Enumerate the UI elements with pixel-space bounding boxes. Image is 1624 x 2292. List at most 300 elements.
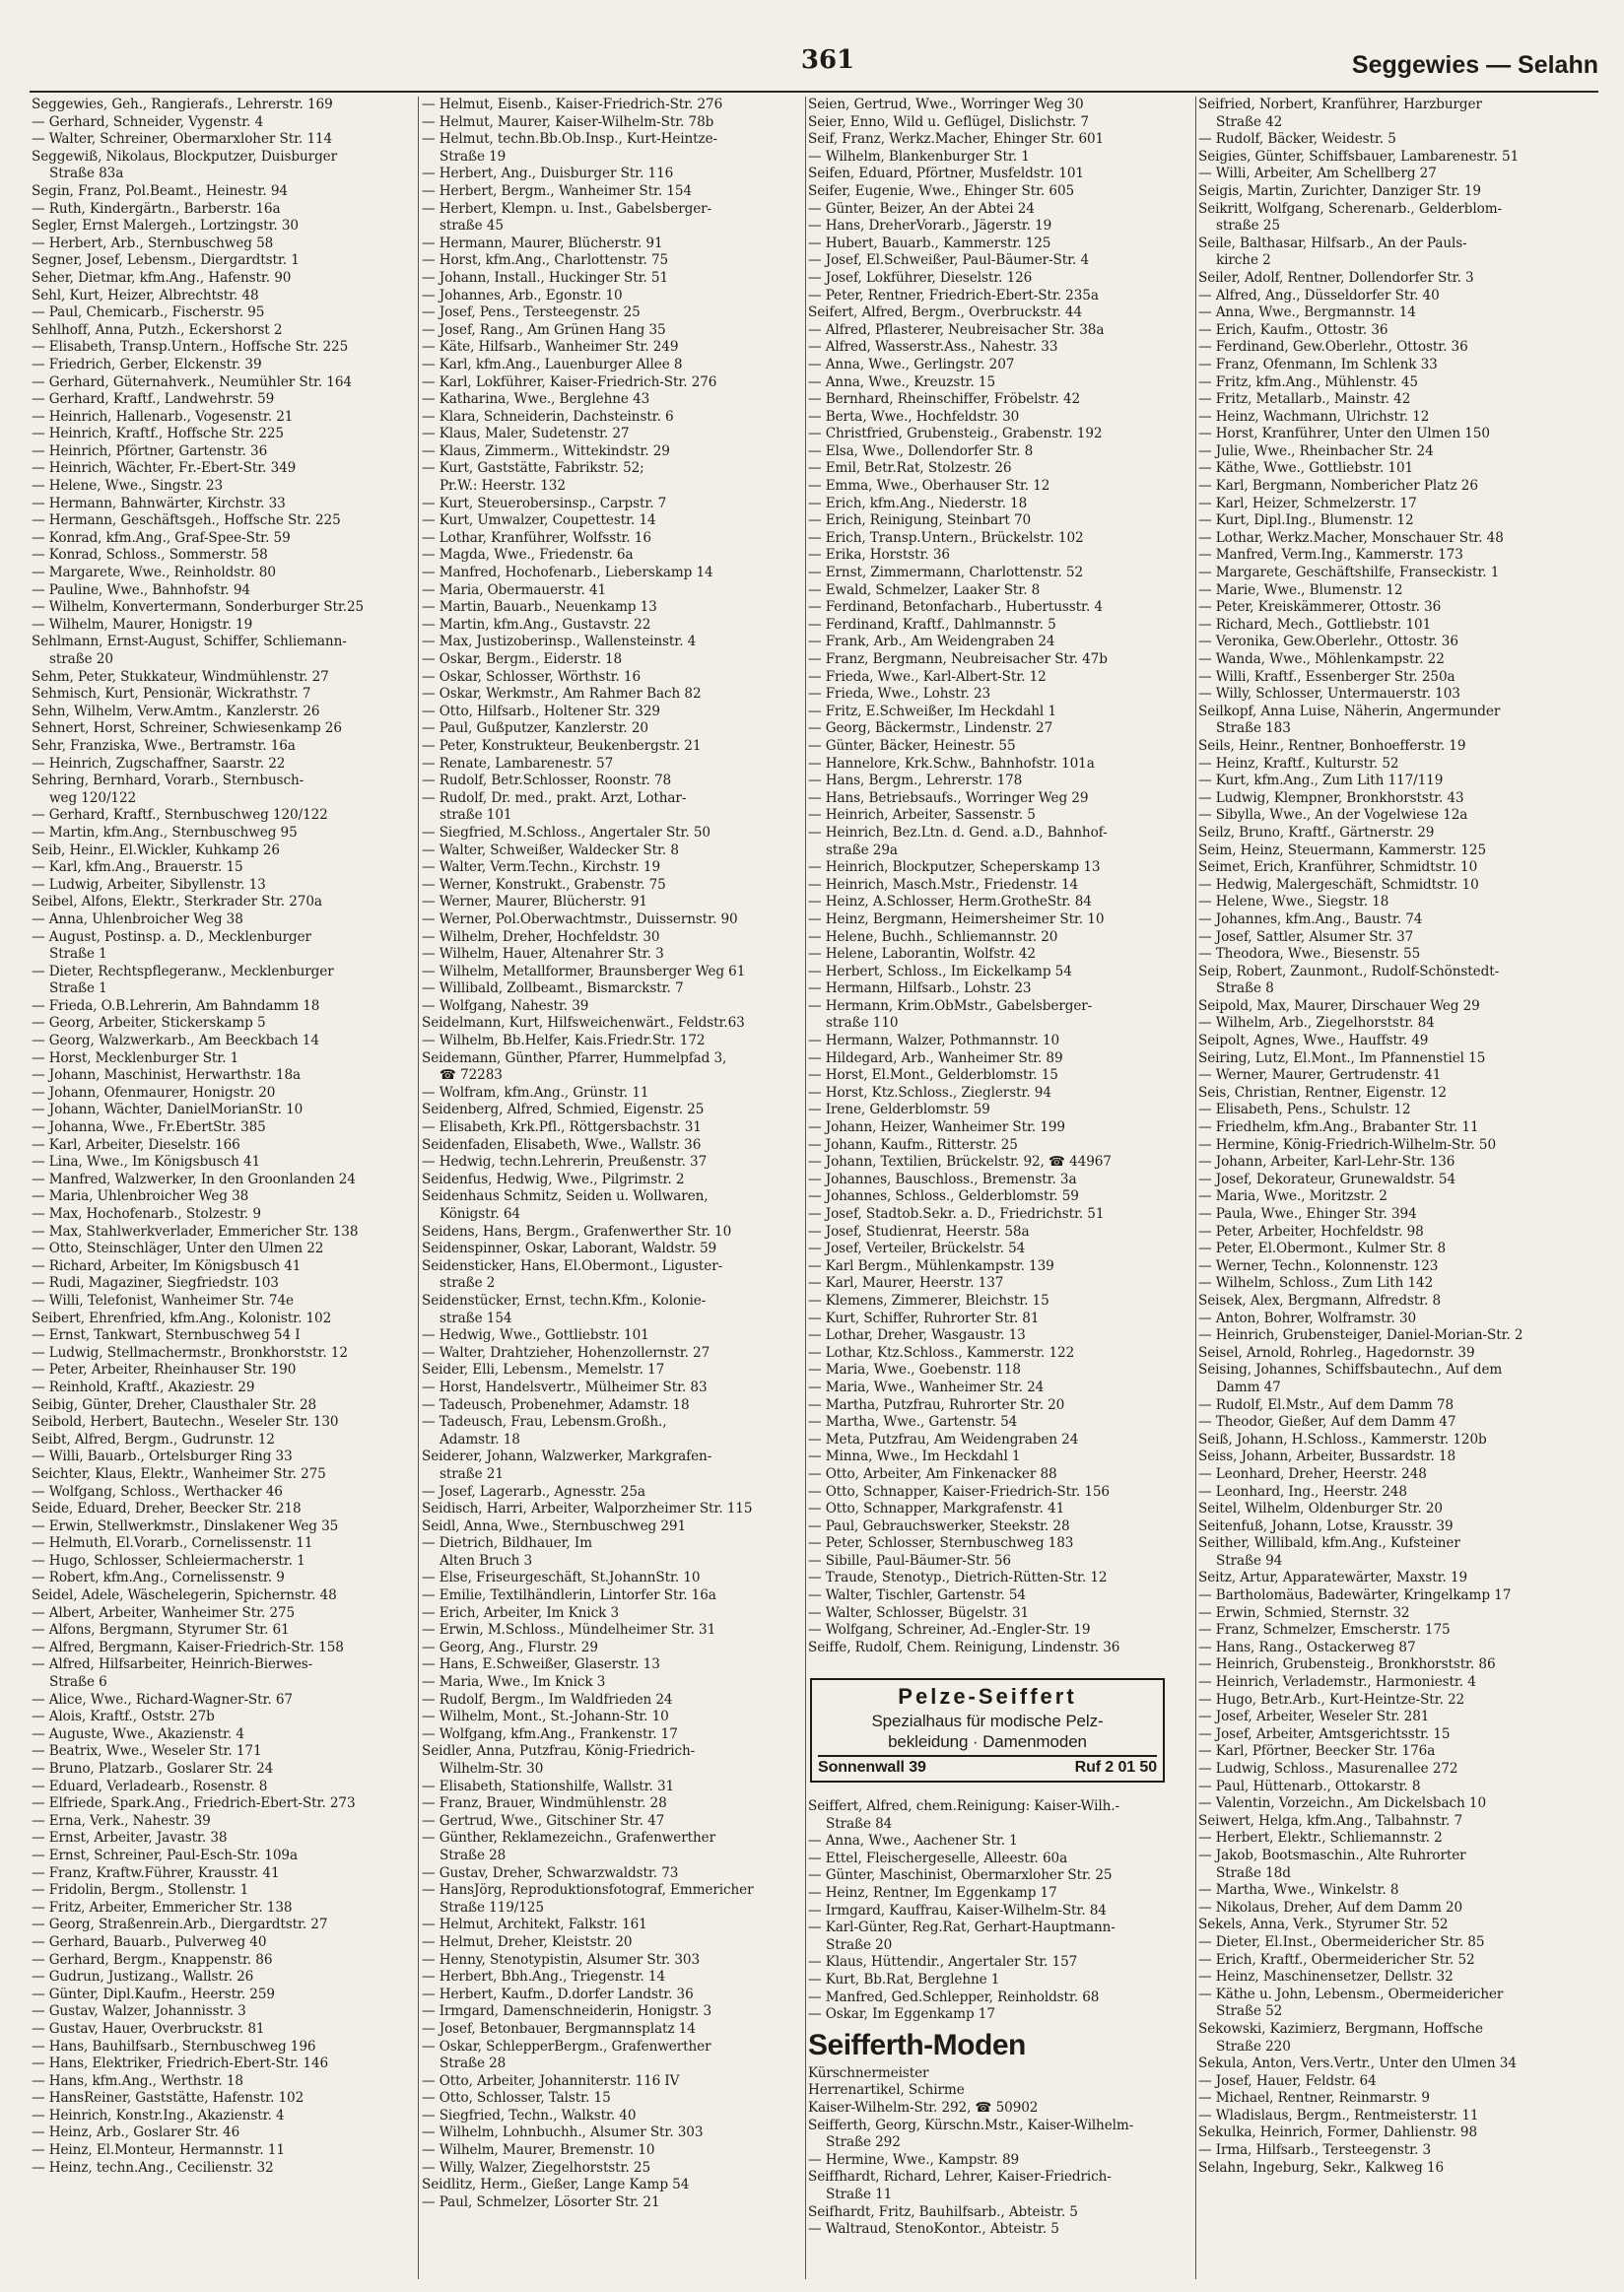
directory-entry: — Oskar, Werkmstr., Am Rahmer Bach 82: [422, 686, 702, 703]
directory-entry: — Friedrich, Gerber, Elckenstr. 39: [32, 356, 262, 372]
directory-entry: — Kurt, Gaststätte, Fabrikstr. 52;: [422, 460, 644, 477]
directory-entry: Seikritt, Wolfgang, Scherenarb., Gelderblom-: [1198, 200, 1502, 217]
directory-entry: — Reinhold, Kraftf., Akaziestr. 29: [32, 1379, 255, 1395]
directory-entry: — Georg, Ang., Flurstr. 29: [422, 1639, 598, 1655]
page-number: 361: [800, 45, 855, 75]
directory-entry: Seiwert, Helga, kfm.Ang., Talbahnstr. 7: [1198, 1812, 1463, 1829]
directory-entry: — Gerhard, Güternahverk., Neumühler Str. 164: [32, 373, 352, 390]
directory-entry: Seier, Enno, Wild u. Geflügel, Dislichstr. 7: [808, 113, 1089, 130]
directory-entry: — Hubert, Bauarb., Kammerstr. 125: [808, 235, 1051, 251]
directory-entry-continuation: kirche 2: [1216, 252, 1271, 269]
directory-entry: Seif, Franz, Werkz.Macher, Ehinger Str. 601: [808, 131, 1105, 148]
directory-entry: — Werner, Techn., Kolonnenstr. 123: [1198, 1257, 1439, 1274]
directory-entry: — Lothar, Ktz.Schloss., Kammerstr. 122: [808, 1344, 1075, 1361]
directory-entry: — Josef, Stadtob.Sekr. a. D., Friedrichstr. 51: [808, 1206, 1105, 1222]
directory-entry: — Wilhelm, Lohnbuchh., Alsumer Str. 303: [422, 2124, 704, 2141]
directory-entry: — Josef, Dekorateur, Grunewaldstr. 54: [1198, 1171, 1456, 1187]
directory-entry: Seidelmann, Kurt, Hilfsweichenwärt., Feldstr.63: [422, 1015, 745, 1032]
directory-entry: — Horst, El.Mont., Gelderblomstr. 15: [808, 1067, 1058, 1084]
directory-entry: — Käthe, Wwe., Gottliebstr. 101: [1198, 460, 1414, 477]
directory-entry: — Tadeusch, Frau, Lebensm.Großh.,: [422, 1414, 667, 1431]
directory-entry: — Willi, Telefonist, Wanheimer Str. 74e: [32, 1292, 294, 1309]
directory-entry: — Johann, Maschinist, Herwarthstr. 18a: [32, 1067, 301, 1084]
directory-entry: — Walter, Schreiner, Obermarxloher Str. 114: [32, 131, 333, 148]
directory-entry: — Theodor, Gießer, Auf dem Damm 47: [1198, 1414, 1456, 1431]
directory-entry: — Rudolf, Dr. med., prakt. Arzt, Lothar-: [422, 789, 687, 806]
directory-entry: — Elisabeth, Pens., Schulstr. 12: [1198, 1102, 1411, 1118]
directory-entry: — Willi, Arbeiter, Am Schellberg 27: [1198, 166, 1437, 182]
directory-entry: — Ewald, Schmelzer, Laaker Str. 8: [808, 581, 1041, 598]
directory-entry: — Auguste, Wwe., Akazienstr. 4: [32, 1725, 244, 1742]
directory-entry: — Kurt, Umwalzer, Coupettestr. 14: [422, 512, 656, 529]
directory-entry: — Helmut, Dreher, Kleiststr. 20: [422, 1933, 633, 1950]
ad-phone: Ruf 2 01 50: [1074, 1759, 1157, 1777]
directory-entry: — Fritz, kfm.Ang., Mühlenstr. 45: [1198, 373, 1418, 390]
directory-entry: — Helene, Laborantin, Wolfstr. 42: [808, 946, 1036, 963]
directory-column-2: [422, 97, 804, 2284]
directory-entry: — Karl, Lokführer, Kaiser-Friedrich-Str. 276: [422, 373, 717, 390]
directory-entry: — Dieter, Rechtspflegeranw., Mecklenburger: [32, 963, 334, 979]
directory-entry: Seiring, Lutz, El.Mont., Im Pfannenstiel 15: [1198, 1049, 1486, 1066]
directory-entry: — Alice, Wwe., Richard-Wagner-Str. 67: [32, 1691, 293, 1708]
directory-entry: — Erich, Reinigung, Steinbart 70: [808, 512, 1032, 529]
directory-entry: — Ernst, Tankwart, Sternbuschweg 54 I: [32, 1327, 301, 1344]
directory-entry: — Anna, Uhlenbroicher Weg 38: [32, 910, 243, 927]
directory-entry: — Waltraud, StenoKontor., Abteistr. 5: [808, 2221, 1059, 2238]
directory-entry: — Günter, Maschinist, Obermarxloher Str. 25: [808, 1867, 1113, 1884]
directory-entry-continuation: Straße 6: [49, 1674, 107, 1691]
ad-title: Pelze-Seiffert: [898, 1684, 1077, 1710]
directory-entry: — Günter, Dipl.Kaufm., Heerstr. 259: [32, 1986, 275, 2002]
directory-entry: Seifert, Alfred, Bergm., Overbruckstr. 44: [808, 304, 1083, 321]
directory-entry: — Eduard, Verladearb., Rosenstr. 8: [32, 1778, 268, 1794]
directory-entry: — Manfred, Hochofenarb., Lieberskamp 14: [422, 565, 713, 581]
directory-entry: — Heinrich, Zugschaffner, Saarstr. 22: [32, 755, 286, 772]
directory-entry-continuation: Alten Bruch 3: [440, 1552, 533, 1569]
directory-entry: — Max, Justizoberinsp., Wallensteinstr. 4: [422, 634, 697, 650]
directory-entry: — Alfred, Pflasterer, Neubreisacher Str. 38a: [808, 321, 1105, 338]
directory-entry: — Heinz, Wachmann, Ulrichstr. 12: [1198, 408, 1430, 425]
directory-entry-continuation: Straße 20: [826, 1936, 893, 1953]
directory-entry: — Erwin, M.Schloss., Mündelheimer Str. 31: [422, 1622, 716, 1639]
directory-entry: — Hugo, Betr.Arb., Kurt-Heintze-Str. 22: [1198, 1691, 1465, 1708]
directory-entry: — Martha, Putzfrau, Ruhrorter Str. 20: [808, 1396, 1065, 1413]
directory-entry: — Peter, Konstrukteur, Beukenbergstr. 21: [422, 737, 702, 754]
directory-entry: — Heinrich, Pförtner, Gartenstr. 36: [32, 442, 268, 459]
directory-entry: — Fridolin, Bergm., Stollenstr. 1: [32, 1882, 249, 1899]
directory-entry: — Heinrich, Masch.Mstr., Friedenstr. 14: [808, 876, 1079, 893]
directory-entry: Sekowski, Kazimierz, Bergmann, Hoffsche: [1198, 2020, 1483, 2037]
directory-entry: — Heinz, El.Monteur, Hermannstr. 11: [32, 2142, 285, 2159]
directory-entry: — Ettel, Fleischergeselle, Alleestr. 60a: [808, 1850, 1068, 1866]
directory-entry: — Rudi, Magaziner, Siegfriedstr. 103: [32, 1275, 279, 1292]
directory-entry: Seiffhardt, Richard, Lehrer, Kaiser-Friedrich-: [808, 2169, 1112, 2186]
directory-entry: Seip, Robert, Zaunmont., Rudolf-Schönstedt-: [1198, 963, 1500, 979]
directory-entry: — Johann, Ofenmaurer, Honigstr. 20: [32, 1084, 276, 1101]
directory-entry: — Maria, Obermauerstr. 41: [422, 581, 607, 598]
directory-entry: — Lina, Wwe., Im Königsbusch 41: [32, 1154, 261, 1171]
directory-entry: — Renate, Lambarenestr. 57: [422, 755, 614, 772]
directory-entry: — Anna, Wwe., Gerlingstr. 207: [808, 356, 1015, 372]
directory-entry: Seimet, Erich, Kranführer, Schmidtstr. 10: [1198, 859, 1478, 876]
directory-entry-continuation: Straße 220: [1216, 2038, 1291, 2055]
directory-entry: — Walter, Drahtzieher, Hohenzollernstr. 27: [422, 1344, 710, 1361]
directory-entry: — Walter, Tischler, Gartenstr. 54: [808, 1587, 1026, 1604]
directory-entry: — Bernhard, Rheinschiffer, Fröbelstr. 42: [808, 391, 1081, 408]
directory-entry: — Herbert, Bbh.Ang., Triegenstr. 14: [422, 1969, 666, 1986]
directory-entry: — Erika, Horststr. 36: [808, 547, 950, 564]
directory-entry-continuation: Straße 119/125: [440, 1899, 544, 1916]
directory-entry: — Josef, Pens., Tersteegenstr. 25: [422, 304, 641, 321]
directory-entry: — Herbert, Arb., Sternbuschweg 58: [32, 235, 274, 251]
directory-entry: — Leonhard, Dreher, Heerstr. 248: [1198, 1465, 1427, 1482]
directory-entry-continuation: Straße 183: [1216, 720, 1291, 737]
directory-entry: — Willy, Schlosser, Untermauerstr. 103: [1198, 686, 1460, 703]
directory-entry: — Oskar, Schlosser, Wörthstr. 16: [422, 668, 642, 685]
directory-entry: — Wolfgang, Nahestr. 39: [422, 997, 589, 1014]
directory-entry: Seggewies, Geh., Rangierafs., Lehrerstr. 169: [32, 97, 333, 112]
directory-entry: Seidl, Anna, Wwe., Sternbuschweg 291: [422, 1517, 687, 1534]
directory-entry: — Wilhelm, Schloss., Zum Lith 142: [1198, 1275, 1434, 1292]
directory-entry: — Martin, kfm.Ang., Sternbuschweg 95: [32, 824, 298, 841]
directory-entry: — Herbert, Klempn. u. Inst., Gabelsberger-: [422, 200, 712, 217]
column-3-bottom-entries: [808, 2065, 1194, 2239]
directory-entry: — Erwin, Stellwerkmstr., Dinslakener Weg 35: [32, 1517, 339, 1534]
directory-entry: — Karl, kfm.Ang., Lauenburger Allee 8: [422, 356, 683, 372]
directory-entry: Seither, Willibald, kfm.Ang., Kufsteiner: [1198, 1535, 1460, 1552]
directory-entry: — Hans, Bergm., Lehrerstr. 178: [808, 773, 1023, 789]
directory-entry: Seidenfus, Hedwig, Wwe., Pilgrimstr. 2: [422, 1171, 685, 1187]
directory-entry: — Martin, kfm.Ang., Gustavstr. 22: [422, 616, 651, 633]
directory-entry: — Ferdinand, Kraftf., Dahlmannstr. 5: [808, 616, 1056, 633]
directory-entry: — Otto, Arbeiter, Johanniterstr. 116 IV: [422, 2072, 680, 2089]
directory-entry: — Josef, Hauer, Feldstr. 64: [1198, 2072, 1377, 2089]
directory-entry: — Walter, Schlosser, Bügelstr. 31: [808, 1604, 1030, 1621]
directory-entry: — Herbert, Elektr., Schliemannstr. 2: [1198, 1830, 1443, 1847]
directory-entry: Seibel, Alfons, Elektr., Sterkrader Str. 270a: [32, 894, 322, 910]
directory-entry: — Gustav, Dreher, Schwarzwaldstr. 73: [422, 1864, 679, 1881]
directory-entry: Seitenfuß, Johann, Lotse, Krausstr. 39: [1198, 1517, 1454, 1534]
directory-column-1: [32, 97, 418, 2284]
directory-entry: — Hans, kfm.Ang., Werthstr. 18: [32, 2072, 243, 2089]
directory-entry: — Rudolf, Bäcker, Weidestr. 5: [1198, 131, 1396, 148]
directory-entry: Seiffe, Rudolf, Chem. Reinigung, Lindenstr. 36: [808, 1639, 1120, 1655]
directory-entry: — Elisabeth, Transp.Untern., Hoffsche Str. 225: [32, 339, 349, 356]
directory-entry: Seidemann, Günther, Pfarrer, Hummelpfad 3,: [422, 1049, 727, 1066]
directory-entry: — Fritz, Metallarb., Mainstr. 42: [1198, 391, 1411, 408]
column-divider: [1195, 97, 1196, 2279]
directory-entry: — Sibylla, Wwe., An der Vogelwiese 12a: [1198, 807, 1468, 824]
directory-entry: — Erich, Kraftf., Obermeidericher Str. 52: [1198, 1951, 1475, 1968]
directory-entry: — Otto, Schnapper, Kaiser-Friedrich-Str. 156: [808, 1483, 1110, 1500]
directory-entry: — Gerhard, Kraftf., Landwehrstr. 59: [32, 391, 275, 408]
directory-entry: — Kurt, Steuerobersinsp., Carpstr. 7: [422, 495, 667, 511]
directory-entry: — Oskar, Bergm., Eiderstr. 18: [422, 651, 623, 667]
directory-entry: — Ernst, Schreiner, Paul-Esch-Str. 109a: [32, 1847, 298, 1863]
directory-entry: — Horst, Kranführer, Unter den Ulmen 150: [1198, 426, 1490, 442]
directory-entry: — Hedwig, techn.Lehrerin, Preußenstr. 37: [422, 1154, 708, 1171]
directory-entry: — Herbert, Ang., Duisburger Str. 116: [422, 166, 674, 182]
directory-entry: — Alfred, Bergmann, Kaiser-Friedrich-Str. 158: [32, 1639, 344, 1655]
directory-entry: — Franz, Brauer, Windmühlenstr. 28: [422, 1795, 667, 1812]
directory-entry: — Erich, Arbeiter, Im Knick 3: [422, 1604, 620, 1621]
directory-entry: — Gertrud, Wwe., Gitschiner Str. 47: [422, 1812, 665, 1829]
directory-entry: — Ludwig, Schloss., Masurenallee 272: [1198, 1761, 1458, 1777]
directory-entry: — Sibille, Paul-Bäumer-Str. 56: [808, 1552, 1011, 1569]
directory-entry: — Peter, Arbeiter, Hochfeldstr. 98: [1198, 1223, 1424, 1240]
directory-entry: — Gerhard, Kraftf., Sternbuschweg 120/122: [32, 807, 328, 824]
directory-entry: — Hans, DreherVorarb., Jägerstr. 19: [808, 218, 1052, 235]
directory-entry: Seiderer, Johann, Walzwerker, Markgrafen-: [422, 1449, 712, 1465]
directory-entry: — Klaus, Zimmerm., Wittekindstr. 29: [422, 442, 670, 459]
directory-entry-continuation: Straße 18d: [1216, 1864, 1291, 1881]
directory-entry: — Peter, Kreiskämmerer, Ottostr. 36: [1198, 599, 1442, 616]
directory-entry: — Hermann, Walzer, Pothmannstr. 10: [808, 1033, 1060, 1049]
directory-entry: — Emil, Betr.Rat, Stolzestr. 26: [808, 460, 1012, 477]
directory-entry: — Hans, E.Schweißer, Glaserstr. 13: [422, 1656, 660, 1673]
directory-entry: — Johannes, kfm.Ang., Baustr. 74: [1198, 910, 1423, 927]
directory-entry: — Anna, Wwe., Kreuzstr. 15: [808, 373, 996, 390]
directory-entry: — Heinrich, Kraftf., Hoffsche Str. 225: [32, 426, 284, 442]
directory-entry: — Richard, Mech., Gottliebstr. 101: [1198, 616, 1432, 633]
directory-entry: — Josef, Studienrat, Heerstr. 58a: [808, 1223, 1030, 1240]
directory-entry: Seifried, Norbert, Kranführer, Harzburger: [1198, 97, 1482, 112]
directory-entry: Seide, Eduard, Dreher, Beecker Str. 218: [32, 1501, 302, 1517]
directory-entry: — Margarete, Wwe., Reinholdstr. 80: [32, 565, 276, 581]
directory-entry: — Irma, Hilfsarb., Tersteegenstr. 3: [1198, 2142, 1432, 2159]
directory-entry: — Heinrich, Blockputzer, Scheperskamp 13: [808, 859, 1101, 876]
directory-entry: — Horst, Handelsvertr., Mülheimer Str. 83: [422, 1379, 708, 1395]
directory-entry: — Günter, Bäcker, Heinestr. 55: [808, 737, 1016, 754]
directory-entry: — Helene, Buchh., Schliemannstr. 20: [808, 928, 1058, 945]
directory-entry: — Ferdinand, Betonfacharb., Hubertusstr. 4: [808, 599, 1103, 616]
directory-entry: — Heinrich, Wächter, Fr.-Ebert-Str. 349: [32, 460, 297, 477]
ad-line: Spezialhaus für modische Pelz-: [871, 1712, 1104, 1731]
directory-entry: — Werner, Konstrukt., Grabenstr. 75: [422, 876, 666, 893]
directory-entry: — Wolfgang, kfm.Ang., Frankenstr. 17: [422, 1725, 678, 1742]
directory-entry: — Johann, Wächter, DanielMorianStr. 10: [32, 1102, 304, 1118]
directory-entry: — Margarete, Geschäftshilfe, Franseckistr. 1: [1198, 565, 1500, 581]
directory-entry: — HansJörg, Reproduktionsfotograf, Emmericher: [422, 1882, 754, 1899]
directory-entry: Seidensticker, Hans, El.Obermont., Liguster-: [422, 1257, 723, 1274]
directory-entry: Seien, Gertrud, Wwe., Worringer Weg 30: [808, 97, 1084, 112]
directory-entry: — Erich, Transp.Untern., Brückelstr. 102: [808, 529, 1084, 546]
directory-entry: — Johann, Install., Huckinger Str. 51: [422, 269, 669, 286]
directory-entry: — Heinz, Arb., Goslarer Str. 46: [32, 2124, 240, 2141]
directory-entry: Seiß, Johann, H.Schloss., Kammerstr. 120b: [1198, 1431, 1487, 1448]
directory-entry: Seim, Heinz, Steuermann, Kammerstr. 125: [1198, 842, 1487, 858]
directory-entry-continuation: Pr.W.: Heerstr. 132: [440, 478, 566, 495]
directory-entry-continuation: straße 20: [49, 651, 113, 667]
directory-entry: Seib, Heinr., El.Wickler, Kuhkamp 26: [32, 842, 280, 858]
directory-entry: — Bartholomäus, Badewärter, Kringelkamp 17: [1198, 1587, 1512, 1604]
directory-entry: — Wilhelm, Mont., St.-Johann-Str. 10: [422, 1709, 669, 1725]
directory-entry-continuation: straße 45: [440, 218, 504, 235]
directory-entry: Seidel, Adele, Wäschelegerin, Spichernstr. 48: [32, 1587, 337, 1604]
directory-entry-continuation: Adamstr. 18: [440, 1431, 520, 1448]
directory-entry: — Georg, Straßenrein.Arb., Diergardtstr. 27: [32, 1917, 328, 1933]
directory-entry: — Kurt, kfm.Ang., Zum Lith 117/119: [1198, 773, 1444, 789]
directory-entry: Seilz, Bruno, Kraftf., Gärtnerstr. 29: [1198, 824, 1435, 841]
ad-line: bekleidung · Damenmoden: [888, 1732, 1087, 1752]
directory-entry: Kürschnermeister: [808, 2064, 929, 2081]
directory-entry: — Heinz, A.Schlosser, Herm.GrotheStr. 84: [808, 894, 1092, 910]
directory-entry: — Johannes, Arb., Egonstr. 10: [422, 287, 623, 303]
directory-entry-continuation: Straße 94: [1216, 1552, 1283, 1569]
directory-entry: — Gustav, Walzer, Johannisstr. 3: [32, 2003, 246, 2020]
directory-entry: — Johann, Textilien, Brückelstr. 92, ☎ 44967: [808, 1154, 1112, 1171]
directory-entry: — Karl, Maurer, Heerstr. 137: [808, 1275, 1004, 1292]
directory-entry: — Lothar, Dreher, Wasgaustr. 13: [808, 1327, 1026, 1344]
directory-entry: — Elsa, Wwe., Dollendorfer Str. 8: [808, 442, 1034, 459]
directory-entry: — Manfred, Walzwerker, In den Groonlanden 24: [32, 1171, 356, 1187]
directory-entry: — Hannelore, Krk.Schw., Bahnhofstr. 101a: [808, 755, 1095, 772]
directory-column-3: [808, 97, 1194, 2284]
directory-entry-continuation: Straße 8: [1216, 980, 1274, 997]
directory-entry: — Maria, Uhlenbroicher Weg 38: [32, 1188, 249, 1205]
directory-entry: — Otto, Schlosser, Talstr. 15: [422, 2090, 611, 2107]
directory-entry: — Wanda, Wwe., Möhlenkampstr. 22: [1198, 651, 1445, 667]
directory-entry: — Johann, Arbeiter, Karl-Lehr-Str. 136: [1198, 1154, 1455, 1171]
directory-entry: — Josef, Verteiler, Brückelstr. 54: [808, 1241, 1026, 1257]
directory-entry: — Willi, Bauarb., Ortelsburger Ring 33: [32, 1449, 293, 1465]
directory-entry: — Karl, kfm.Ang., Brauerstr. 15: [32, 859, 243, 876]
directory-entry: — Erna, Verk., Nahestr. 39: [32, 1812, 211, 1829]
directory-entry: — Traude, Stenotyp., Dietrich-Rütten-Str. 12: [808, 1570, 1108, 1586]
directory-entry: — Josef, Betonbauer, Bergmannsplatz 14: [422, 2020, 696, 2037]
directory-entry: — Klaus, Hüttendir., Angertaler Str. 157: [808, 1954, 1078, 1971]
directory-entry: — Lothar, Kranführer, Wolfsstr. 16: [422, 529, 651, 546]
directory-entry: Seifen, Eduard, Pförtner, Musfeldstr. 101: [808, 166, 1084, 182]
directory-entry: — Magda, Wwe., Friedenstr. 6a: [422, 547, 634, 564]
directory-entry: — Erich, kfm.Ang., Niederstr. 18: [808, 495, 1028, 511]
directory-entry: — Kurt, Bb.Rat, Berglehne 1: [808, 1971, 1000, 1988]
directory-entry-continuation: Straße 19: [440, 148, 507, 165]
seifferth-moden-ad: Seifferth-Moden: [808, 2028, 1026, 2061]
directory-entry: — Wilhelm, Hauer, Altenahrer Str. 3: [422, 946, 664, 963]
directory-entry: — Hedwig, Malergeschäft, Schmidtstr. 10: [1198, 876, 1479, 893]
directory-entry: Seifhardt, Fritz, Bauhilfsarb., Abteistr. 5: [808, 2203, 1078, 2220]
directory-entry: Seigis, Martin, Zurichter, Danziger Str. 19: [1198, 182, 1481, 199]
directory-entry: Seisel, Arnold, Rohrleg., Hagedornstr. 39: [1198, 1344, 1475, 1361]
directory-entry: — Hedwig, Wwe., Gottliebstr. 101: [422, 1327, 649, 1344]
directory-entry-continuation: Straße 292: [826, 2134, 901, 2151]
directory-entry: Sekula, Anton, Vers.Vertr., Unter den Ulmen 34: [1198, 2056, 1517, 2072]
directory-entry: — Karl Bergm., Mühlenkampstr. 139: [808, 1257, 1054, 1274]
directory-entry: — Max, Stahlwerkverlader, Emmericher Str. 138: [32, 1223, 359, 1240]
directory-entry: — Heinrich, Grubensteig., Bronkhorststr. 86: [1198, 1656, 1496, 1673]
directory-entry: — Erich, Kaufm., Ottostr. 36: [1198, 321, 1388, 338]
directory-entry: — Heinz, Kraftf., Kulturstr. 52: [1198, 755, 1399, 772]
directory-entry: — Anna, Wwe., Aachener Str. 1: [808, 1833, 1018, 1850]
directory-entry: — Robert, kfm.Ang., Cornelissenstr. 9: [32, 1570, 285, 1586]
directory-entry: — Pauline, Wwe., Bahnhofstr. 94: [32, 581, 250, 598]
directory-entry: — Günter, Beizer, An der Abtei 24: [808, 200, 1035, 217]
directory-entry: — Oskar, SchlepperBergm., Grafenwerther: [422, 2038, 711, 2055]
directory-entry: — Emilie, Textilhändlerin, Lintorfer Str. 16a: [422, 1587, 716, 1604]
directory-entry: — Heinrich, Konstr.Ing., Akazienstr. 4: [32, 2107, 285, 2123]
directory-entry: — Alois, Kraftf., Oststr. 27b: [32, 1709, 215, 1725]
directory-entry: — Erwin, Schmied, Sternstr. 32: [1198, 1604, 1410, 1621]
directory-entry: Seigies, Günter, Schiffsbauer, Lambarenestr. 51: [1198, 148, 1520, 165]
directory-entry: Sehring, Bernhard, Vorarb., Sternbusch-: [32, 773, 304, 789]
directory-entry: Seising, Johannes, Schiffsbautechn., Auf dem: [1198, 1362, 1503, 1379]
directory-entry: Seibig, Günter, Dreher, Clausthaler Str. 28: [32, 1396, 317, 1413]
directory-entry: — Elisabeth, Krk.Pfl., Röttgersbachstr. 31: [422, 1119, 702, 1136]
directory-entry: — Josef, Lokführer, Dieselstr. 126: [808, 269, 1033, 286]
directory-entry: — Peter, Rentner, Friedrich-Ebert-Str. 235a: [808, 287, 1099, 303]
directory-entry: — Wolfram, kfm.Ang., Grünstr. 11: [422, 1084, 649, 1101]
directory-entry: — Anton, Bohrer, Wolframstr. 30: [1198, 1310, 1417, 1326]
directory-entry: — Martha, Wwe., Winkelstr. 8: [1198, 1882, 1399, 1899]
directory-entry: — Otto, Steinschläger, Unter den Ulmen 22: [32, 1241, 324, 1257]
directory-entry-continuation: Straße 83a: [49, 166, 124, 182]
directory-entry-continuation: Straße 28: [440, 2056, 507, 2072]
directory-entry: — Johann, Kaufm., Ritterstr. 25: [808, 1136, 1018, 1153]
directory-entry: — Maria, Wwe., Im Knick 3: [422, 1674, 606, 1691]
directory-entry: — Helmut, techn.Bb.Ob.Insp., Kurt-Heintze-: [422, 131, 718, 148]
directory-entry: Sehlmann, Ernst-August, Schiffer, Schliemann-: [32, 634, 347, 650]
directory-entry: — Wilhelm, Konvertermann, Sonderburger Str.25: [32, 599, 365, 616]
directory-entry: — Käthe u. John, Lebensm., Obermeidericher: [1198, 1986, 1504, 2002]
directory-entry: — Josef, Arbeiter, Amtsgerichtsstr. 15: [1198, 1725, 1451, 1742]
directory-entry: — Ferdinand, Gew.Oberlehr., Ottostr. 36: [1198, 339, 1468, 356]
directory-entry: — Wolfgang, Schreiner, Ad.-Engler-Str. 19: [808, 1622, 1091, 1639]
directory-entry: — Elisabeth, Stationshilfe, Wallstr. 31: [422, 1778, 675, 1794]
directory-entry: Selahn, Ingeburg, Sekr., Kalkweg 16: [1198, 2159, 1445, 2176]
directory-entry: — Karl, Arbeiter, Dieselstr. 166: [32, 1136, 240, 1153]
header-rule: [30, 91, 1598, 93]
directory-entry: — Wilhelm, Maurer, Honigstr. 19: [32, 616, 253, 633]
directory-entry: — Hermann, Maurer, Blücherstr. 91: [422, 235, 663, 251]
directory-entry: — Peter, Arbeiter, Rheinhauser Str. 190: [32, 1362, 297, 1379]
directory-entry: — Georg, Arbeiter, Stickerskamp 5: [32, 1015, 266, 1032]
directory-entry: Seifferth, Georg, Kürschn.Mstr., Kaiser-Wilhelm-: [808, 2117, 1134, 2133]
directory-entry: — Franz, Bergmann, Neubreisacher Str. 47b: [808, 651, 1108, 667]
directory-entry: — Richard, Arbeiter, Im Königsbusch 41: [32, 1257, 302, 1274]
directory-entry: Seichter, Klaus, Elektr., Wanheimer Str. 275: [32, 1465, 326, 1482]
directory-entry: Seipold, Max, Maurer, Dirschauer Weg 29: [1198, 997, 1480, 1014]
directory-entry: — Georg, Walzwerkarb., Am Beeckbach 14: [32, 1033, 319, 1049]
directory-entry: — Klaus, Maler, Sudetenstr. 27: [422, 426, 630, 442]
directory-entry: Seitz, Artur, Apparatewärter, Maxstr. 19: [1198, 1570, 1468, 1586]
directory-entry: — Jakob, Bootsmaschin., Alte Ruhrorter: [1198, 1847, 1466, 1863]
directory-entry: — Christfried, Grubensteig., Grabenstr. 192: [808, 426, 1103, 442]
directory-entry: Seidlitz, Herm., Gießer, Lange Kamp 54: [422, 2177, 690, 2193]
directory-entry: Seilkopf, Anna Luise, Näherin, Angermunder: [1198, 703, 1501, 719]
directory-entry: — Josef, Arbeiter, Weseler Str. 281: [1198, 1709, 1430, 1725]
directory-entry: — Wilhelm, Blankenburger Str. 1: [808, 148, 1030, 165]
directory-entry: — Werner, Maurer, Gertrudenstr. 41: [1198, 1067, 1442, 1084]
directory-entry: — Wolfgang, Schloss., Werthacker 46: [32, 1483, 283, 1500]
directory-entry: — Maria, Wwe., Moritzstr. 2: [1198, 1188, 1387, 1205]
directory-entry: — Franz, Schmelzer, Emscherstr. 175: [1198, 1622, 1451, 1639]
directory-entry: — Hildegard, Arb., Wanheimer Str. 89: [808, 1049, 1063, 1066]
directory-entry: — Julie, Wwe., Rheinbacher Str. 24: [1198, 442, 1434, 459]
directory-entry: — Josef, Rang., Am Grünen Hang 35: [422, 321, 666, 338]
directory-entry: — Horst, Ktz.Schloss., Zieglerstr. 94: [808, 1084, 1051, 1101]
directory-entry-continuation: straße 25: [1216, 218, 1280, 235]
directory-entry: — Konrad, kfm.Ang., Graf-Spee-Str. 59: [32, 529, 291, 546]
directory-entry: — Ludwig, Stellmachermstr., Bronkhorststr. 12: [32, 1344, 348, 1361]
directory-entry: — Bruno, Platzarb., Goslarer Str. 24: [32, 1761, 274, 1777]
directory-entry: Seidenspinner, Oskar, Laborant, Waldstr. 59: [422, 1241, 717, 1257]
directory-entry: — Wilhelm, Dreher, Hochfeldstr. 30: [422, 928, 660, 945]
directory-entry: — Nikolaus, Dreher, Auf dem Damm 20: [1198, 1899, 1463, 1916]
directory-entry-continuation: straße 110: [826, 1015, 899, 1032]
directory-entry: Seidler, Anna, Putzfrau, König-Friedrich-: [422, 1743, 696, 1760]
directory-entry: Seiler, Adolf, Rentner, Dollendorfer Str. 3: [1198, 269, 1474, 286]
